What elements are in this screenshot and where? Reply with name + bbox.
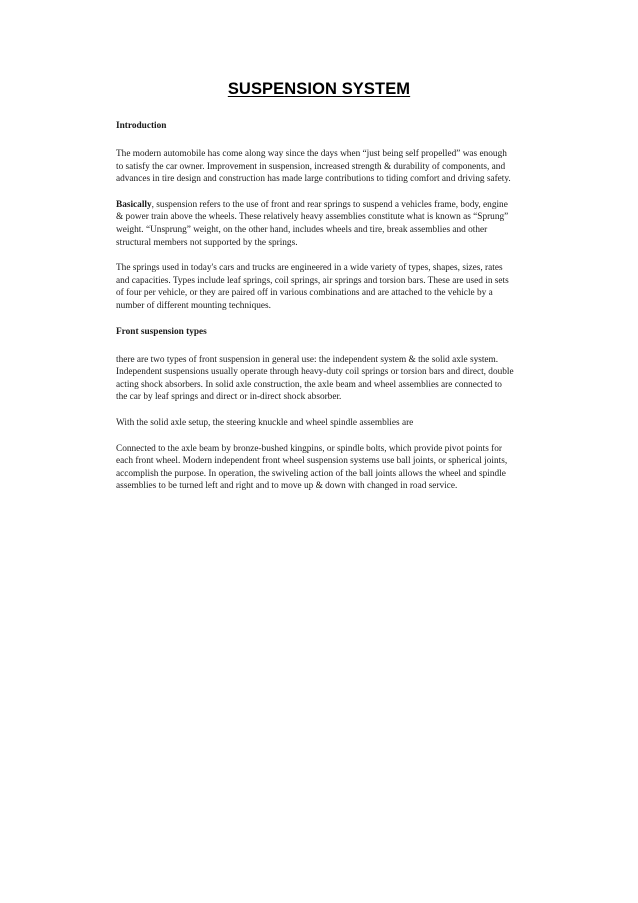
paragraph-intro-1: The modern automobile has come along way since the days when “just being self propelled” was enough to satisfy the car owner. Improvement in suspension, increased strength & durability of components, and advances in tire design and construction has made large contributions to tiding comfort and driving safety. [116, 149, 511, 185]
paragraph-front-1: there are two types of front suspension in general use: the independent system & the solid axle system. Independent suspensions usually operate through heavy-duty coil springs or torsion bars and direct, double acting shock absorbers. In solid axle construction, the axle beam and wheel assemblies are connected to the car by leaf springs and direct or in-direct shock absorber. [116, 354, 514, 403]
page-title: SUSPENSION SYSTEM [227, 80, 411, 98]
paragraph-front-3: Connected to the axle beam by bronze-bushed kingpins, or spindle bolts, which provide pivot points for each front wheel. Modern independent front wheel suspension systems use ball joints, or spherical joints, accomplish the purpose. In operation, the swiveling action of the ball joints allows the wheel and spindle assemblies to be turned left and right and to move up & down with changed in road service. [116, 443, 508, 492]
paragraph-intro-2-rest: , suspension refers to the use of front and rear springs to suspend a vehicles frame, body, engine & power train above the wheels. These relatively heavy assemblies constitute what is known as “Sprung” weight. “Unsprung” weight, on the other hand, includes wheels and tire, break assemblies and other structural members not supported by the springs. [116, 199, 509, 248]
document-body [116, 120, 514, 493]
paragraph-front-2: With the solid axle setup, the steering knuckle and wheel spindle assemblies are [116, 417, 414, 428]
paragraph-intro-3: The springs used in today's cars and trucks are engineered in a wide variety of types, shapes, sizes, rates and capacities. Types include leaf springs, coil springs, air springs and torsion bars. These are used in sets of four per vehicle, or they are paired off in various combinations and are attached to the vehicle by a number of different mounting techniques. [116, 263, 509, 311]
paragraph-intro-2 [116, 199, 514, 249]
paragraph-intro-2-lead: Basically [116, 199, 152, 210]
section-heading-introduction: Introduction [116, 121, 167, 131]
section-heading-front-suspension: Front suspension types [116, 326, 207, 337]
